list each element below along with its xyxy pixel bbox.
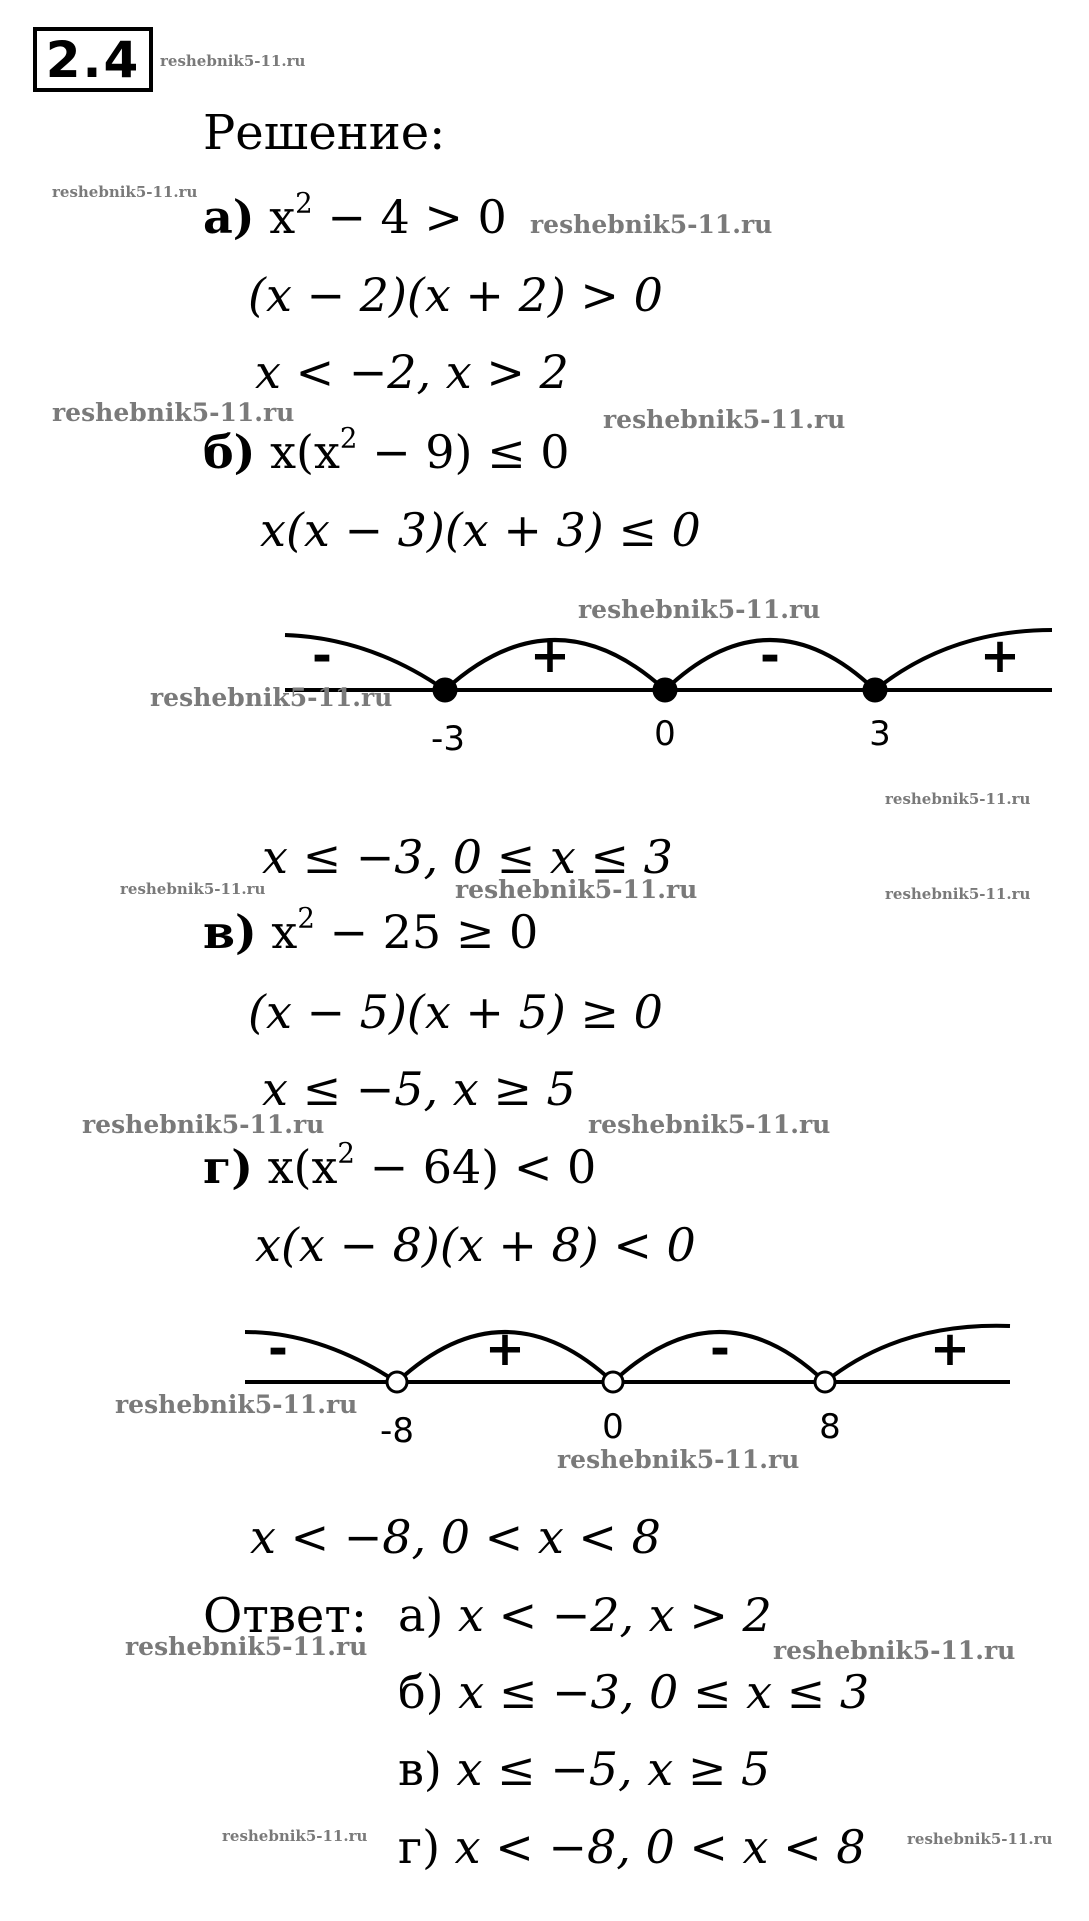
part-a-pre: x bbox=[269, 190, 296, 244]
part-a-label: а) bbox=[203, 190, 255, 244]
watermark: reshebnik5-11.ru bbox=[150, 683, 393, 712]
point-label: 0 bbox=[654, 714, 676, 754]
point-label: -3 bbox=[431, 719, 465, 759]
part-g-statement bbox=[203, 1136, 597, 1194]
part-g-result: x < −8, 0 < x < 8 bbox=[250, 1510, 661, 1564]
part-a-post: − 4 > 0 bbox=[312, 190, 507, 244]
part-a-result: x < −2, x > 2 bbox=[255, 345, 569, 399]
watermark: reshebnik5-11.ru bbox=[120, 880, 266, 898]
sign-label: - bbox=[268, 1321, 288, 1377]
part-v-label: в) bbox=[203, 905, 257, 959]
part-v-exp: 2 bbox=[297, 901, 315, 935]
part-v-step1: (x − 5)(x + 5) ≥ 0 bbox=[248, 985, 663, 1039]
part-b-pre: x(x bbox=[270, 425, 340, 479]
point-label: 3 bbox=[869, 714, 891, 754]
arc bbox=[825, 1326, 1010, 1382]
arc bbox=[875, 630, 1052, 690]
answer-item bbox=[398, 1588, 772, 1642]
answer-item bbox=[398, 1742, 770, 1796]
answer-item bbox=[398, 1820, 866, 1874]
part-g-label: г) bbox=[203, 1140, 253, 1194]
watermark: reshebnik5-11.ru bbox=[885, 790, 1031, 808]
part-v-statement bbox=[203, 901, 539, 959]
watermark: reshebnik5-11.ru bbox=[222, 1827, 368, 1845]
watermark: reshebnik5-11.ru bbox=[160, 52, 306, 70]
watermark: reshebnik5-11.ru bbox=[588, 1110, 831, 1139]
answer-text: x ≤ −3, 0 ≤ x ≤ 3 bbox=[458, 1665, 870, 1719]
watermark: reshebnik5-11.ru bbox=[885, 885, 1031, 903]
part-a-exp: 2 bbox=[295, 186, 313, 220]
sign-label: - bbox=[710, 1321, 730, 1377]
point-label: 0 bbox=[602, 1407, 624, 1447]
part-b-statement bbox=[203, 421, 570, 479]
part-b-post: − 9) ≤ 0 bbox=[357, 425, 570, 479]
sign-label: + bbox=[929, 1321, 971, 1377]
part-a-statement bbox=[203, 186, 507, 244]
part-v-pre: x bbox=[271, 905, 298, 959]
part-a-step1: (x − 2)(x + 2) > 0 bbox=[248, 268, 663, 322]
watermark: reshebnik5-11.ru bbox=[557, 1445, 800, 1474]
part-v-result: x ≤ −5, x ≥ 5 bbox=[262, 1062, 576, 1116]
sign-label: + bbox=[484, 1321, 526, 1377]
problem-number: 2.4 bbox=[33, 27, 153, 92]
part-b-result: x ≤ −3, 0 ≤ x ≤ 3 bbox=[262, 830, 673, 884]
answer-label: б) bbox=[398, 1665, 444, 1719]
watermark: reshebnik5-11.ru bbox=[52, 398, 295, 427]
point-filled bbox=[654, 679, 676, 701]
part-g-exp: 2 bbox=[337, 1136, 355, 1170]
sign-label: + bbox=[979, 628, 1021, 684]
sign-label: - bbox=[312, 628, 332, 684]
point-label: -8 bbox=[380, 1411, 414, 1451]
watermark: reshebnik5-11.ru bbox=[530, 210, 773, 239]
answer-label: в) bbox=[398, 1742, 442, 1796]
part-v-post: − 25 ≥ 0 bbox=[314, 905, 539, 959]
answer-text: x < −8, 0 < x < 8 bbox=[454, 1820, 866, 1874]
point-filled bbox=[434, 679, 456, 701]
watermark: reshebnik5-11.ru bbox=[578, 595, 821, 624]
part-b-exp: 2 bbox=[339, 421, 358, 455]
watermark: reshebnik5-11.ru bbox=[455, 875, 698, 904]
point-open bbox=[387, 1372, 407, 1392]
sign-label: - bbox=[760, 628, 780, 684]
point-open bbox=[815, 1372, 835, 1392]
point-label: 8 bbox=[819, 1407, 841, 1447]
part-g-step1: x(x − 8)(x + 8) < 0 bbox=[255, 1218, 696, 1272]
watermark: reshebnik5-11.ru bbox=[52, 183, 198, 201]
answer-label: а) bbox=[398, 1588, 444, 1642]
answer-text: x < −2, x > 2 bbox=[458, 1588, 772, 1642]
watermark: reshebnik5-11.ru bbox=[82, 1110, 325, 1139]
answer-heading: Ответ: bbox=[203, 1588, 368, 1644]
answer-label: г) bbox=[398, 1820, 441, 1874]
part-b-label: б) bbox=[203, 425, 256, 479]
part-b-step1: x(x − 3)(x + 3) ≤ 0 bbox=[260, 503, 701, 557]
watermark: reshebnik5-11.ru bbox=[773, 1636, 1016, 1665]
arc bbox=[285, 635, 445, 690]
watermark: reshebnik5-11.ru bbox=[603, 405, 846, 434]
answer-text: x ≤ −5, x ≥ 5 bbox=[456, 1742, 771, 1796]
answer-item bbox=[398, 1665, 869, 1719]
part-g-post: − 64) < 0 bbox=[354, 1140, 597, 1194]
point-filled bbox=[864, 679, 886, 701]
watermark: reshebnik5-11.ru bbox=[115, 1390, 358, 1419]
solution-heading: Решение: bbox=[203, 105, 446, 161]
watermark: reshebnik5-11.ru bbox=[125, 1632, 368, 1661]
point-open bbox=[603, 1372, 623, 1392]
part-g-pre: x(x bbox=[267, 1140, 338, 1194]
sign-label: + bbox=[529, 628, 571, 684]
watermark: reshebnik5-11.ru bbox=[907, 1830, 1053, 1848]
